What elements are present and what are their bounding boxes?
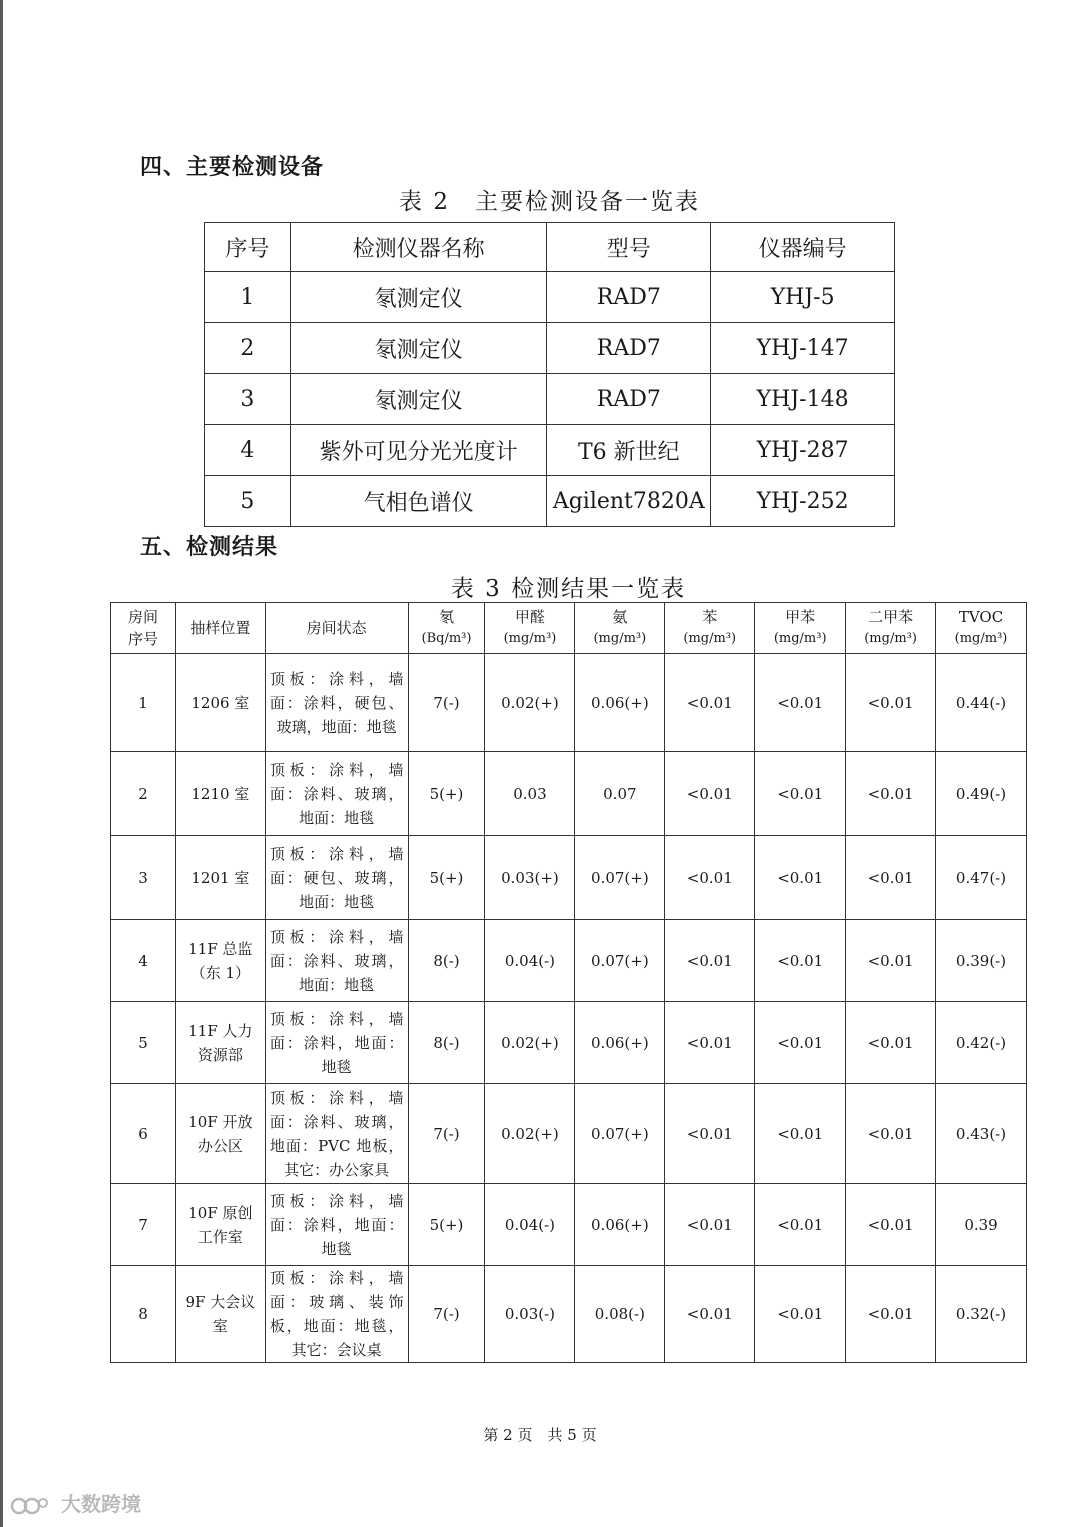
column-header <box>408 603 485 654</box>
column-header-label: 氨 <box>612 608 628 626</box>
table-cell: RAD7 <box>547 374 711 425</box>
table-row <box>205 272 895 323</box>
column-header: 仪器编号 <box>711 223 895 272</box>
column-header-unit: (mg/m³) <box>503 631 557 646</box>
watermark-logo-icon <box>10 1495 50 1517</box>
table-cell: YHJ-252 <box>711 476 895 527</box>
table-cell: 3 <box>111 836 176 920</box>
table-cell: 紫外可见分光光度计 <box>290 425 546 476</box>
table-cell: 5(+) <box>408 836 485 920</box>
table-cell: <0.01 <box>755 1002 846 1084</box>
table-cell: <0.01 <box>665 920 755 1002</box>
column-header <box>755 603 846 654</box>
table-row <box>205 425 895 476</box>
column-header-label: 房间序号 <box>127 608 158 648</box>
table-row <box>205 476 895 527</box>
column-header <box>175 603 265 654</box>
table-row <box>111 752 1027 836</box>
table-cell: YHJ-5 <box>711 272 895 323</box>
table-cell: <0.01 <box>846 1084 936 1184</box>
column-header-label: 房间状态 <box>306 619 367 637</box>
table-cell: 0.04(-) <box>485 1184 575 1266</box>
table-cell: <0.01 <box>846 752 936 836</box>
table-cell: 0.49(-) <box>936 752 1027 836</box>
table-cell: 7(-) <box>408 1266 485 1363</box>
table3-caption: 表 3 检测结果一览表 <box>450 576 687 602</box>
table-cell: 0.44(-) <box>936 654 1027 752</box>
table-cell: <0.01 <box>665 836 755 920</box>
table-cell: 9F 大会议室 <box>175 1266 265 1363</box>
column-header <box>665 603 755 654</box>
table-row <box>205 374 895 425</box>
table-cell: 5 <box>111 1002 176 1084</box>
table-cell: 0.07(+) <box>575 1084 665 1184</box>
table-cell: 4 <box>111 920 176 1002</box>
table-cell: 11F 人力资源部 <box>175 1002 265 1084</box>
table-cell: 0.43(-) <box>936 1084 1027 1184</box>
table-cell: 1201 室 <box>175 836 265 920</box>
table-cell: 顶板：涂料，墙面：涂料，硬包、玻璃，地面：地毯 <box>265 654 408 752</box>
table-cell: 5(+) <box>408 1184 485 1266</box>
table-cell: 0.07 <box>575 752 665 836</box>
table-row <box>205 323 895 374</box>
column-header: 序号 <box>205 223 291 272</box>
table-cell: <0.01 <box>755 752 846 836</box>
table-cell: 0.02(+) <box>485 654 575 752</box>
table-cell: 氡测定仪 <box>290 374 546 425</box>
table-cell: 0.07(+) <box>575 920 665 1002</box>
table-row <box>111 836 1027 920</box>
page-edge <box>0 0 3 1527</box>
table-row <box>111 654 1027 752</box>
table-cell: 2 <box>205 323 291 374</box>
table-cell: 2 <box>111 752 176 836</box>
table-cell: <0.01 <box>846 654 936 752</box>
table-cell: 顶板：涂料，墙面：硬包、玻璃，地面：地毯 <box>265 836 408 920</box>
table-cell: 8 <box>111 1266 176 1363</box>
table-cell: T6 新世纪 <box>547 425 711 476</box>
column-header-unit: (mg/m³) <box>683 631 737 646</box>
table-cell: 6 <box>111 1084 176 1184</box>
table-cell: 10F 原创工作室 <box>175 1184 265 1266</box>
table-cell: 1206 室 <box>175 654 265 752</box>
results-table <box>110 602 1027 1363</box>
column-header <box>846 603 936 654</box>
table-cell: RAD7 <box>547 272 711 323</box>
column-header: 检测仪器名称 <box>290 223 546 272</box>
table-cell: <0.01 <box>846 1184 936 1266</box>
column-header-label: TVOC <box>958 608 1004 626</box>
table-cell: 0.06(+) <box>575 1184 665 1266</box>
table-row <box>111 1084 1027 1184</box>
table-cell: <0.01 <box>665 1184 755 1266</box>
column-header: 型号 <box>547 223 711 272</box>
table-cell: <0.01 <box>846 836 936 920</box>
table-cell: 3 <box>205 374 291 425</box>
section-heading-equipment: 四、主要检测设备 <box>140 155 325 180</box>
column-header-label: 苯 <box>702 608 718 626</box>
equipment-table <box>204 222 895 527</box>
table-header-row <box>111 603 1027 654</box>
table-cell: YHJ-148 <box>711 374 895 425</box>
page-number: 第 2 页 共 5 页 <box>483 1426 597 1444</box>
table-cell: 1 <box>111 654 176 752</box>
table-row <box>111 920 1027 1002</box>
table-cell: 1 <box>205 272 291 323</box>
watermark <box>10 1488 141 1517</box>
table-cell: YHJ-147 <box>711 323 895 374</box>
table-cell: 0.03(+) <box>485 836 575 920</box>
table-row <box>111 1002 1027 1084</box>
table-cell: <0.01 <box>755 654 846 752</box>
column-header-unit: (mg/m³) <box>593 631 647 646</box>
table-cell: 0.02(+) <box>485 1002 575 1084</box>
column-header-label: 甲醛 <box>514 608 545 626</box>
table-row <box>111 1184 1027 1266</box>
column-header <box>936 603 1027 654</box>
table-cell: 顶板：涂料，墙面：涂料、玻璃，地面：地毯 <box>265 752 408 836</box>
table-cell: 氡测定仪 <box>290 272 546 323</box>
table-cell: <0.01 <box>755 836 846 920</box>
table-header-row <box>205 223 895 272</box>
table2-caption: 表 2 主要检测设备一览表 <box>399 189 700 215</box>
column-header-label: 氡 <box>438 608 454 626</box>
table-cell: <0.01 <box>846 1266 936 1363</box>
table-cell: <0.01 <box>665 1266 755 1363</box>
watermark-text: 大数跨境 <box>60 1492 141 1516</box>
table-cell: 氡测定仪 <box>290 323 546 374</box>
table-cell: <0.01 <box>755 1266 846 1363</box>
table-cell: 11F 总监（东 1） <box>175 920 265 1002</box>
table-cell: 7 <box>111 1184 176 1266</box>
table-cell: 0.39 <box>936 1184 1027 1266</box>
table-cell: <0.01 <box>665 654 755 752</box>
table-cell: 7(-) <box>408 654 485 752</box>
table-cell: YHJ-287 <box>711 425 895 476</box>
table-cell: 5(+) <box>408 752 485 836</box>
table-cell: 1210 室 <box>175 752 265 836</box>
table-cell: 顶板：涂料，墙面：涂料，地面：地毯 <box>265 1002 408 1084</box>
table-cell: 0.06(+) <box>575 1002 665 1084</box>
table-cell: 0.03 <box>485 752 575 836</box>
column-header-unit: (mg/m³) <box>864 631 917 646</box>
table-cell: Agilent7820A <box>547 476 711 527</box>
table-cell: 0.08(-) <box>575 1266 665 1363</box>
table-cell: 5 <box>205 476 291 527</box>
table-cell: <0.01 <box>755 920 846 1002</box>
table-cell: <0.01 <box>846 1002 936 1084</box>
section-heading-results: 五、检测结果 <box>140 535 279 560</box>
table-cell: 0.47(-) <box>936 836 1027 920</box>
table-cell: 10F 开放办公区 <box>175 1084 265 1184</box>
table-cell: 顶板：涂料，墙面：涂料、玻璃，地面：PVC 地板，其它：办公家具 <box>265 1084 408 1184</box>
table-cell: 顶板：涂料，墙面：涂料，地面：地毯 <box>265 1184 408 1266</box>
table-cell: 0.07(+) <box>575 836 665 920</box>
column-header-label: 二甲苯 <box>868 608 914 626</box>
table-cell: 0.04(-) <box>485 920 575 1002</box>
column-header <box>265 603 408 654</box>
table-cell: 4 <box>205 425 291 476</box>
column-header-unit: (mg/m³) <box>954 631 1008 646</box>
table-cell: 0.32(-) <box>936 1266 1027 1363</box>
table-cell: 顶板：涂料，墙面：玻璃、装饰板，地面：地毯，其它：会议桌 <box>265 1266 408 1363</box>
table-cell: <0.01 <box>665 1084 755 1184</box>
table-cell: 顶板：涂料，墙面：涂料、玻璃，地面：地毯 <box>265 920 408 1002</box>
table-cell: 8(-) <box>408 1002 485 1084</box>
table-cell: 0.39(-) <box>936 920 1027 1002</box>
table-cell: 0.02(+) <box>485 1084 575 1184</box>
column-header <box>575 603 665 654</box>
table-cell: RAD7 <box>547 323 711 374</box>
column-header-label: 抽样位置 <box>190 619 251 637</box>
table-cell: 气相色谱仪 <box>290 476 546 527</box>
column-header <box>111 603 176 654</box>
table-cell: <0.01 <box>755 1084 846 1184</box>
table-cell: <0.01 <box>665 752 755 836</box>
table-cell: 0.42(-) <box>936 1002 1027 1084</box>
table-cell: 7(-) <box>408 1084 485 1184</box>
table-cell: 0.03(-) <box>485 1266 575 1363</box>
column-header-unit: (mg/m³) <box>773 631 827 646</box>
table-row <box>111 1266 1027 1363</box>
column-header <box>485 603 575 654</box>
table-cell: <0.01 <box>665 1002 755 1084</box>
table-cell: <0.01 <box>846 920 936 1002</box>
table-cell: 0.06(+) <box>575 654 665 752</box>
table-cell: 8(-) <box>408 920 485 1002</box>
table-cell: <0.01 <box>755 1184 846 1266</box>
column-header-unit: (Bq/m³) <box>421 631 472 646</box>
column-header-label: 甲苯 <box>785 608 816 626</box>
